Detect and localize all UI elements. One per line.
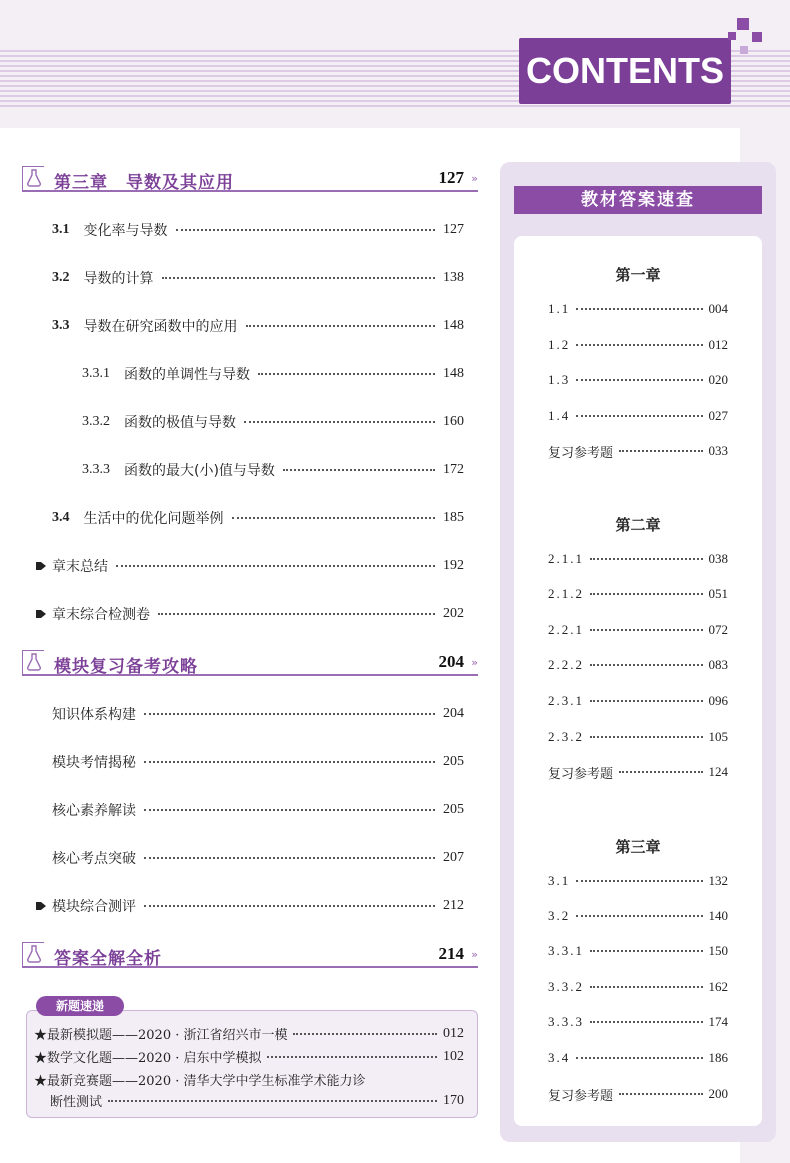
section-page: 148 — [443, 318, 464, 333]
toc-row[interactable] — [82, 412, 464, 432]
answer-row[interactable] — [548, 371, 728, 389]
module-item-label: 知识体系构建 — [52, 707, 136, 723]
arrow-bullet-icon — [36, 901, 46, 911]
chapter-heading[interactable] — [22, 160, 478, 192]
answer-num: 2.3.1 — [548, 693, 584, 708]
answer-row[interactable] — [548, 656, 728, 674]
answer-page: 051 — [708, 586, 728, 601]
leader-dots — [144, 857, 435, 859]
answer-row[interactable] — [548, 1049, 728, 1067]
toc-row[interactable] — [36, 556, 464, 576]
new-question-row[interactable] — [50, 1091, 464, 1110]
contents-title: CONTENTS — [519, 38, 731, 104]
toc-row[interactable] — [52, 220, 464, 240]
flask-icon — [22, 942, 44, 966]
module-item-page: 205 — [443, 754, 464, 769]
module-item-label: 核心考点突破 — [52, 851, 136, 867]
module-item-label: 核心素养解读 — [52, 803, 136, 819]
summary-label: 章末总结 — [52, 559, 108, 575]
leader-dots — [590, 700, 703, 702]
answers-page: 214 — [438, 944, 464, 963]
answer-row[interactable] — [548, 763, 728, 781]
answer-row[interactable] — [548, 1085, 728, 1103]
toc-row[interactable] — [82, 460, 464, 480]
new-question-page: 170 — [443, 1092, 464, 1108]
leader-dots — [108, 1100, 437, 1102]
answer-chapter-heading: 第二章 — [615, 516, 661, 534]
answer-page: 027 — [708, 408, 728, 423]
toc-row[interactable] — [52, 316, 464, 336]
answer-page: 140 — [708, 908, 728, 923]
new-question-page: 102 — [443, 1048, 464, 1064]
answer-page: 083 — [708, 657, 728, 672]
answer-page: 162 — [708, 979, 728, 994]
leader-dots — [619, 771, 702, 773]
answer-row[interactable] — [548, 692, 728, 710]
decor-square — [737, 18, 749, 30]
leader-dots — [590, 986, 703, 988]
answer-page: 200 — [708, 1086, 728, 1101]
answer-num: 2.2.1 — [548, 622, 584, 637]
leader-dots — [258, 373, 435, 375]
answer-row[interactable] — [548, 1013, 728, 1031]
answer-page: 072 — [708, 622, 728, 637]
leader-dots — [267, 1056, 437, 1058]
section-num: 3.3 — [52, 318, 70, 333]
toc-row[interactable] — [82, 364, 464, 384]
answer-row[interactable] — [548, 336, 728, 354]
leader-dots — [246, 325, 436, 327]
leader-dots — [576, 379, 702, 381]
answer-num: 1.4 — [548, 408, 571, 423]
toc-row[interactable] — [52, 800, 464, 820]
answer-row[interactable] — [548, 872, 728, 890]
section-page: 160 — [443, 414, 464, 429]
summary-page: 192 — [443, 558, 464, 573]
section-num: 3.3.3 — [82, 462, 110, 477]
toc-row[interactable] — [52, 848, 464, 868]
answer-row[interactable] — [548, 907, 728, 925]
leader-dots — [244, 421, 435, 423]
answer-num: 复习参考题 — [548, 444, 614, 460]
leader-dots — [576, 915, 702, 917]
answer-page: 150 — [708, 943, 728, 958]
section-page: 127 — [443, 222, 464, 237]
test-page: 202 — [443, 606, 464, 621]
leader-dots — [590, 736, 703, 738]
new-question-text: ★最新模拟题——2020 · 浙江省绍兴市一模 — [34, 1028, 288, 1043]
answer-page: 132 — [708, 873, 728, 888]
test-label: 章末综合检测卷 — [52, 607, 150, 623]
leader-dots — [590, 1021, 703, 1023]
leader-dots — [576, 1057, 702, 1059]
answer-num: 3.3.2 — [548, 979, 584, 994]
leader-dots — [293, 1033, 437, 1035]
double-arrow-icon: » — [471, 656, 478, 669]
section-page: 172 — [443, 462, 464, 477]
answer-num: 2.1.2 — [548, 586, 584, 601]
answer-num: 3.2 — [548, 908, 571, 923]
module-test-label: 模块综合测评 — [52, 899, 136, 915]
section-num: 3.1 — [52, 222, 70, 237]
section-label: 导数的计算 — [83, 271, 154, 287]
leader-dots — [590, 950, 703, 952]
leader-dots — [590, 664, 703, 666]
section-label: 生活中的优化问题举例 — [83, 511, 224, 527]
answer-num: 3.3.1 — [548, 943, 584, 958]
section-page: 138 — [443, 270, 464, 285]
answer-num: 复习参考题 — [548, 1087, 614, 1103]
chapter-page: 127 — [438, 168, 464, 187]
new-question-row[interactable] — [34, 1024, 464, 1043]
toc-row[interactable] — [52, 268, 464, 288]
leader-dots — [144, 809, 435, 811]
module-page: 204 — [438, 652, 464, 671]
leader-dots — [576, 415, 702, 417]
answer-page: 105 — [708, 729, 728, 744]
answer-row[interactable] — [548, 942, 728, 960]
leader-dots — [232, 517, 436, 519]
answer-num: 3.3.3 — [548, 1014, 584, 1029]
answer-row[interactable] — [548, 407, 728, 425]
toc-row[interactable] — [52, 704, 464, 724]
new-question-text: ★数学文化题——2020 · 启东中学模拟 — [34, 1051, 262, 1066]
answer-row[interactable] — [548, 442, 728, 460]
module-title: 模块复习备考攻略 — [54, 657, 198, 677]
answer-row[interactable] — [548, 978, 728, 996]
answer-row[interactable] — [548, 550, 728, 568]
leader-dots — [144, 905, 435, 907]
toc-row[interactable] — [52, 508, 464, 528]
leader-dots — [144, 713, 435, 715]
section-page: 185 — [443, 510, 464, 525]
double-arrow-icon: » — [471, 948, 478, 961]
answer-num: 1.1 — [548, 301, 571, 316]
section-num: 3.3.2 — [82, 414, 110, 429]
answers-heading[interactable] — [22, 936, 478, 968]
leader-dots — [162, 277, 436, 279]
leader-dots — [619, 1093, 702, 1095]
answer-num: 3.1 — [548, 873, 571, 888]
answer-page: 020 — [708, 372, 728, 387]
answer-page: 186 — [708, 1050, 728, 1065]
leader-dots — [590, 593, 703, 595]
new-question-text: ★最新竞赛题——2020 · 清华大学中学生标准学术能力诊 — [34, 1074, 366, 1089]
answer-num: 复习参考题 — [548, 765, 614, 781]
leader-dots — [283, 469, 435, 471]
leader-dots — [576, 880, 702, 882]
double-arrow-icon: » — [471, 172, 478, 185]
section-page: 148 — [443, 366, 464, 381]
answer-chapter-heading: 第三章 — [615, 838, 661, 856]
answer-num: 2.1.1 — [548, 551, 584, 566]
new-question-page: 012 — [443, 1025, 464, 1041]
leader-dots — [144, 761, 435, 763]
section-label: 函数的最大(小)值与导数 — [124, 463, 275, 479]
answer-page: 004 — [708, 301, 728, 316]
answer-page: 012 — [708, 337, 728, 352]
arrow-bullet-icon — [36, 609, 46, 619]
answer-num: 3.4 — [548, 1050, 571, 1065]
answer-row[interactable] — [548, 728, 728, 746]
answers-title: 答案全解全析 — [54, 949, 162, 969]
module-item-page: 204 — [443, 706, 464, 721]
toc-row[interactable] — [52, 752, 464, 772]
answer-row[interactable] — [548, 585, 728, 603]
decor-square — [728, 32, 736, 40]
answer-num: 1.3 — [548, 372, 571, 387]
leader-dots — [116, 565, 435, 567]
new-questions-tag: 新题速递 — [36, 996, 124, 1016]
answer-panel-title: 教材答案速查 — [514, 186, 762, 214]
section-label: 函数的极值与导数 — [124, 415, 236, 431]
arrow-bullet-icon — [36, 561, 46, 571]
answer-page: 033 — [708, 443, 728, 458]
answer-row[interactable] — [548, 300, 728, 318]
section-num: 3.4 — [52, 510, 70, 525]
module-item-page: 207 — [443, 850, 464, 865]
leader-dots — [576, 344, 702, 346]
new-question-row[interactable] — [34, 1070, 464, 1089]
answer-row[interactable] — [548, 621, 728, 639]
answer-page: 038 — [708, 551, 728, 566]
answer-chapter-heading: 第一章 — [615, 266, 661, 284]
answer-num: 2.2.2 — [548, 657, 584, 672]
leader-dots — [590, 558, 703, 560]
leader-dots — [576, 308, 702, 310]
answer-page: 124 — [708, 764, 728, 779]
module-item-label: 模块考情揭秘 — [52, 755, 136, 771]
section-label: 导数在研究函数中的应用 — [83, 319, 238, 335]
leader-dots — [619, 450, 702, 452]
leader-dots — [590, 629, 703, 631]
decor-square — [752, 32, 762, 42]
section-label: 变化率与导数 — [83, 223, 168, 239]
leader-dots — [158, 613, 435, 615]
new-question-row[interactable] — [34, 1047, 464, 1066]
chapter-title: 第三章 导数及其应用 — [54, 173, 234, 193]
flask-icon — [22, 650, 44, 674]
section-num: 3.2 — [52, 270, 70, 285]
module-test-page: 212 — [443, 898, 464, 913]
answer-page: 174 — [708, 1014, 728, 1029]
module-heading[interactable] — [22, 644, 478, 676]
toc-row[interactable] — [36, 604, 464, 624]
answer-num: 1.2 — [548, 337, 571, 352]
section-label: 函数的单调性与导数 — [124, 367, 250, 383]
leader-dots — [176, 229, 436, 231]
decor-square — [740, 46, 748, 54]
section-num: 3.3.1 — [82, 366, 110, 381]
flask-icon — [22, 166, 44, 190]
new-question-text: 断性测试 — [50, 1095, 103, 1110]
answer-num: 2.3.2 — [548, 729, 584, 744]
module-item-page: 205 — [443, 802, 464, 817]
answer-page: 096 — [708, 693, 728, 708]
toc-row[interactable] — [36, 896, 464, 916]
